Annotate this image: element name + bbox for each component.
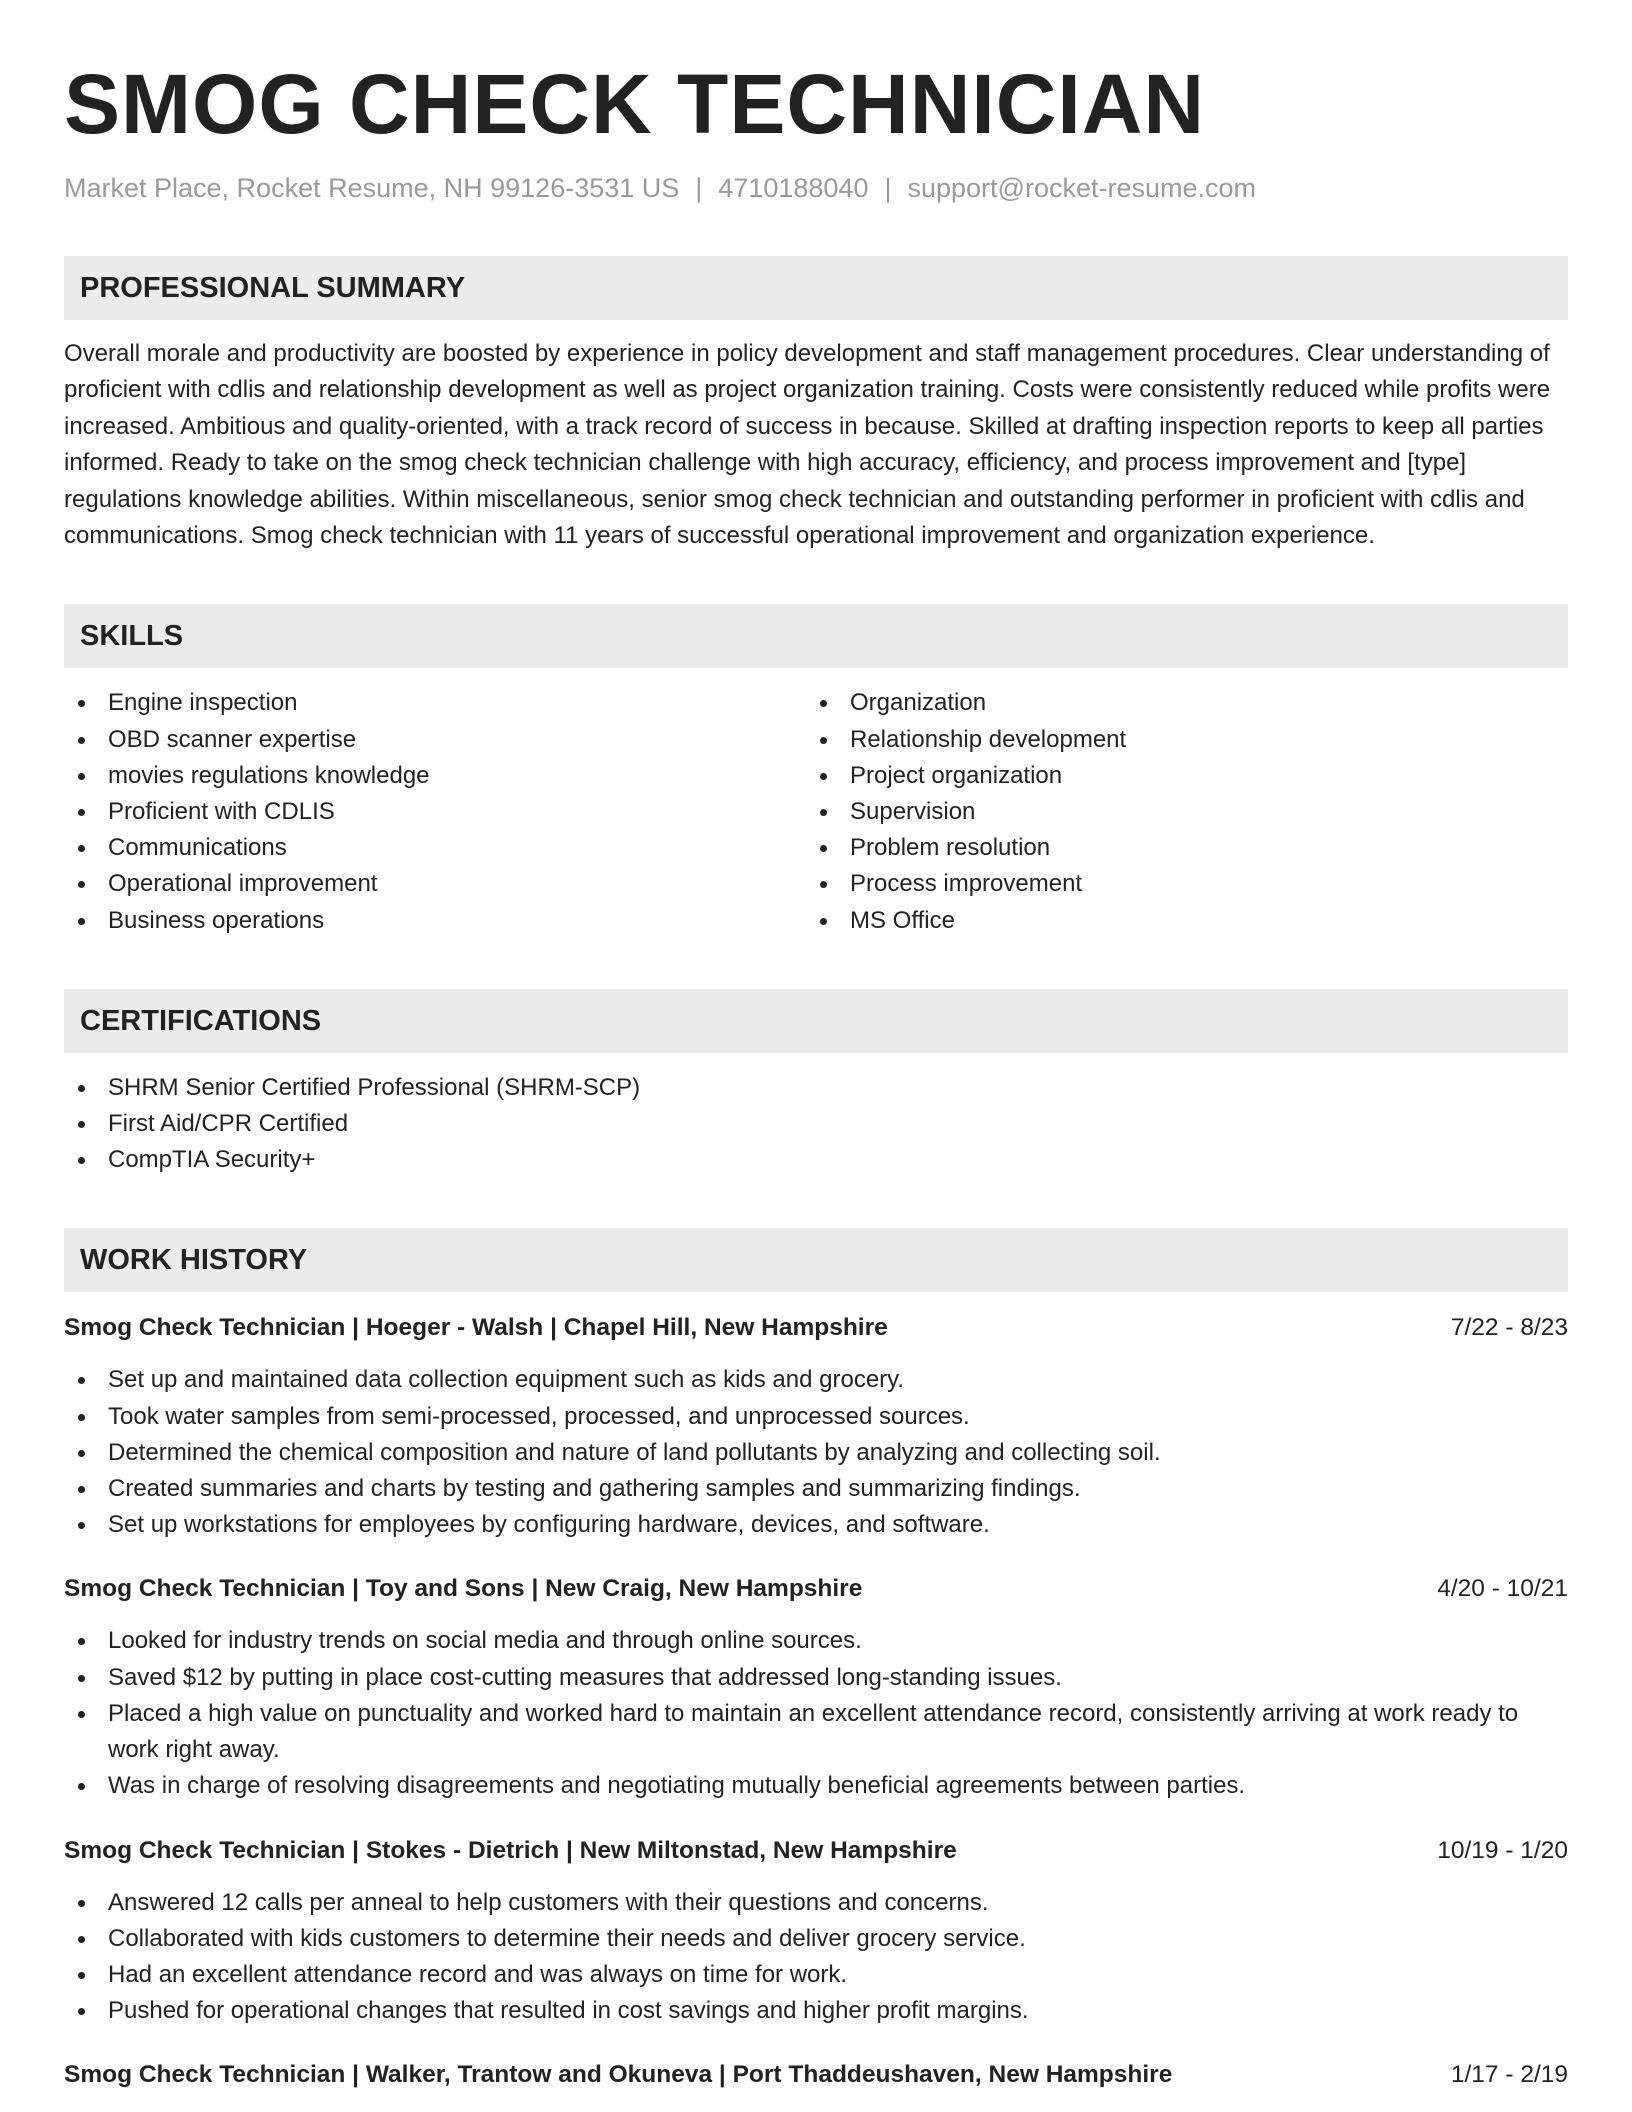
contact-email: support@rocket-resume.com	[907, 173, 1257, 203]
job-dates: 1/17 - 2/19	[1450, 2061, 1568, 2089]
skills-heading: SKILLS	[64, 604, 1568, 668]
job-bullet: Saved $12 by putting in place cost-cutting measures that addressed long-standing issues.	[64, 1660, 1568, 1696]
skill-item: Project organization	[806, 758, 1548, 794]
certification-item: CompTIA Security+	[64, 1142, 1568, 1178]
skill-item: Organization	[806, 685, 1548, 721]
job-entry	[64, 1571, 1568, 1804]
skill-item: OBD scanner expertise	[64, 722, 806, 758]
skill-item: Supervision	[806, 794, 1548, 830]
job-header	[64, 1310, 1568, 1346]
skill-item: Proficient with CDLIS	[64, 794, 806, 830]
certifications-heading: CERTIFICATIONS	[64, 989, 1568, 1053]
job-bullet: Answered 12 calls per anneal to help customers with their questions and concerns.	[64, 1885, 1568, 1921]
summary-text: Overall morale and productivity are boosted by experience in policy development and staff management procedures. Clear understanding of proficient with cdlis and relationship development as well as project organization training. Costs were consistently reduced while profits were increased. Ambitious and quality-oriented, with a track record of success in because. Skilled at drafting inspection reports to keep all parties informed. Ready to take on the smog check technician challenge with high accuracy, efficiency, and process improvement and [type] regulations knowledge abilities. Within miscellaneous, senior smog check technician and outstanding performer in proficient with cdlis and communications. Smog check technician with 11 years of successful operational improvement and organization experience.	[64, 340, 1551, 550]
job-bullet: Took water samples from semi-processed, processed, and unprocessed sources.	[64, 1399, 1568, 1435]
job-bullet: Determined the chemical composition and nature of land pollutants by analyzing and collecting soil.	[64, 1435, 1568, 1471]
job-bullet: Set up workstations for employees by configuring hardware, devices, and software.	[64, 1507, 1568, 1543]
job-title: Smog Check Technician | Hoeger - Walsh | Chapel Hill, New Hampshire	[64, 1314, 888, 1342]
skill-item: movies regulations knowledge	[64, 758, 806, 794]
skill-item: Problem resolution	[806, 830, 1548, 866]
job-bullet: Created summaries and charts by testing and gathering samples and summarizing findings.	[64, 1471, 1568, 1507]
work-history-heading: WORK HISTORY	[64, 1228, 1568, 1292]
job-bullet: Collaborated with kids customers to determine their needs and deliver grocery service.	[64, 1921, 1568, 1957]
summary-heading: PROFESSIONAL SUMMARY	[64, 256, 1568, 320]
job-title: Smog Check Technician | Toy and Sons | New Craig, New Hampshire	[64, 1575, 863, 1603]
job-bullet: Looked for industry trends on social media and through online sources.	[64, 1623, 1568, 1659]
job-bullets	[64, 1885, 1568, 2030]
job-entry	[64, 1833, 1568, 2030]
job-dates: 7/22 - 8/23	[1450, 1314, 1568, 1342]
job-dates: 4/20 - 10/21	[1437, 1575, 1568, 1603]
skill-item: Business operations	[64, 903, 806, 939]
certifications-list	[64, 1070, 1568, 1179]
candidate-name: SMOG CHECK TECHNICIAN	[64, 57, 1206, 151]
contact-separator: |	[695, 173, 703, 203]
job-entry	[64, 2057, 1568, 2093]
skill-item: Engine inspection	[64, 685, 806, 721]
resume-page	[64, 56, 1568, 2093]
contact-phone: 4710188040	[718, 173, 869, 203]
contact-separator: |	[884, 173, 892, 203]
skill-item: MS Office	[806, 903, 1548, 939]
skills-list	[64, 685, 1568, 938]
skills-column-left	[64, 685, 806, 938]
job-header	[64, 2057, 1568, 2093]
skill-item: Relationship development	[806, 722, 1548, 758]
skill-item: Communications	[64, 830, 806, 866]
job-title: Smog Check Technician | Stokes - Dietrich | New Miltonstad, New Hampshire	[64, 1836, 957, 1864]
job-bullet: Was in charge of resolving disagreements and negotiating mutually beneficial agreements between parties.	[64, 1768, 1568, 1804]
certification-item: First Aid/CPR Certified	[64, 1106, 1568, 1142]
job-header	[64, 1833, 1568, 1869]
job-bullets	[64, 1362, 1568, 1543]
skills-column-right	[806, 685, 1548, 938]
job-bullet: Pushed for operational changes that resulted in cost savings and higher profit margins.	[64, 1993, 1568, 2029]
contact-line	[64, 170, 1568, 206]
contact-address: Market Place, Rocket Resume, NH 99126-3531 US	[64, 173, 680, 203]
job-title: Smog Check Technician | Walker, Trantow and Okuneva | Port Thaddeushaven, New Hampshire	[64, 2061, 1173, 2089]
job-bullets	[64, 1623, 1568, 1804]
skill-item: Process improvement	[806, 866, 1548, 902]
job-entry	[64, 1310, 1568, 1543]
skill-item: Operational improvement	[64, 866, 806, 902]
job-bullet: Set up and maintained data collection equipment such as kids and grocery.	[64, 1362, 1568, 1398]
certification-item: SHRM Senior Certified Professional (SHRM-SCP)	[64, 1070, 1568, 1106]
job-dates: 10/19 - 1/20	[1437, 1836, 1568, 1864]
job-bullet: Had an excellent attendance record and was always on time for work.	[64, 1957, 1568, 1993]
job-bullet: Placed a high value on punctuality and worked hard to maintain an excellent attendance record, consistently arriving at work ready to work right away.	[64, 1696, 1568, 1768]
job-header	[64, 1571, 1568, 1607]
